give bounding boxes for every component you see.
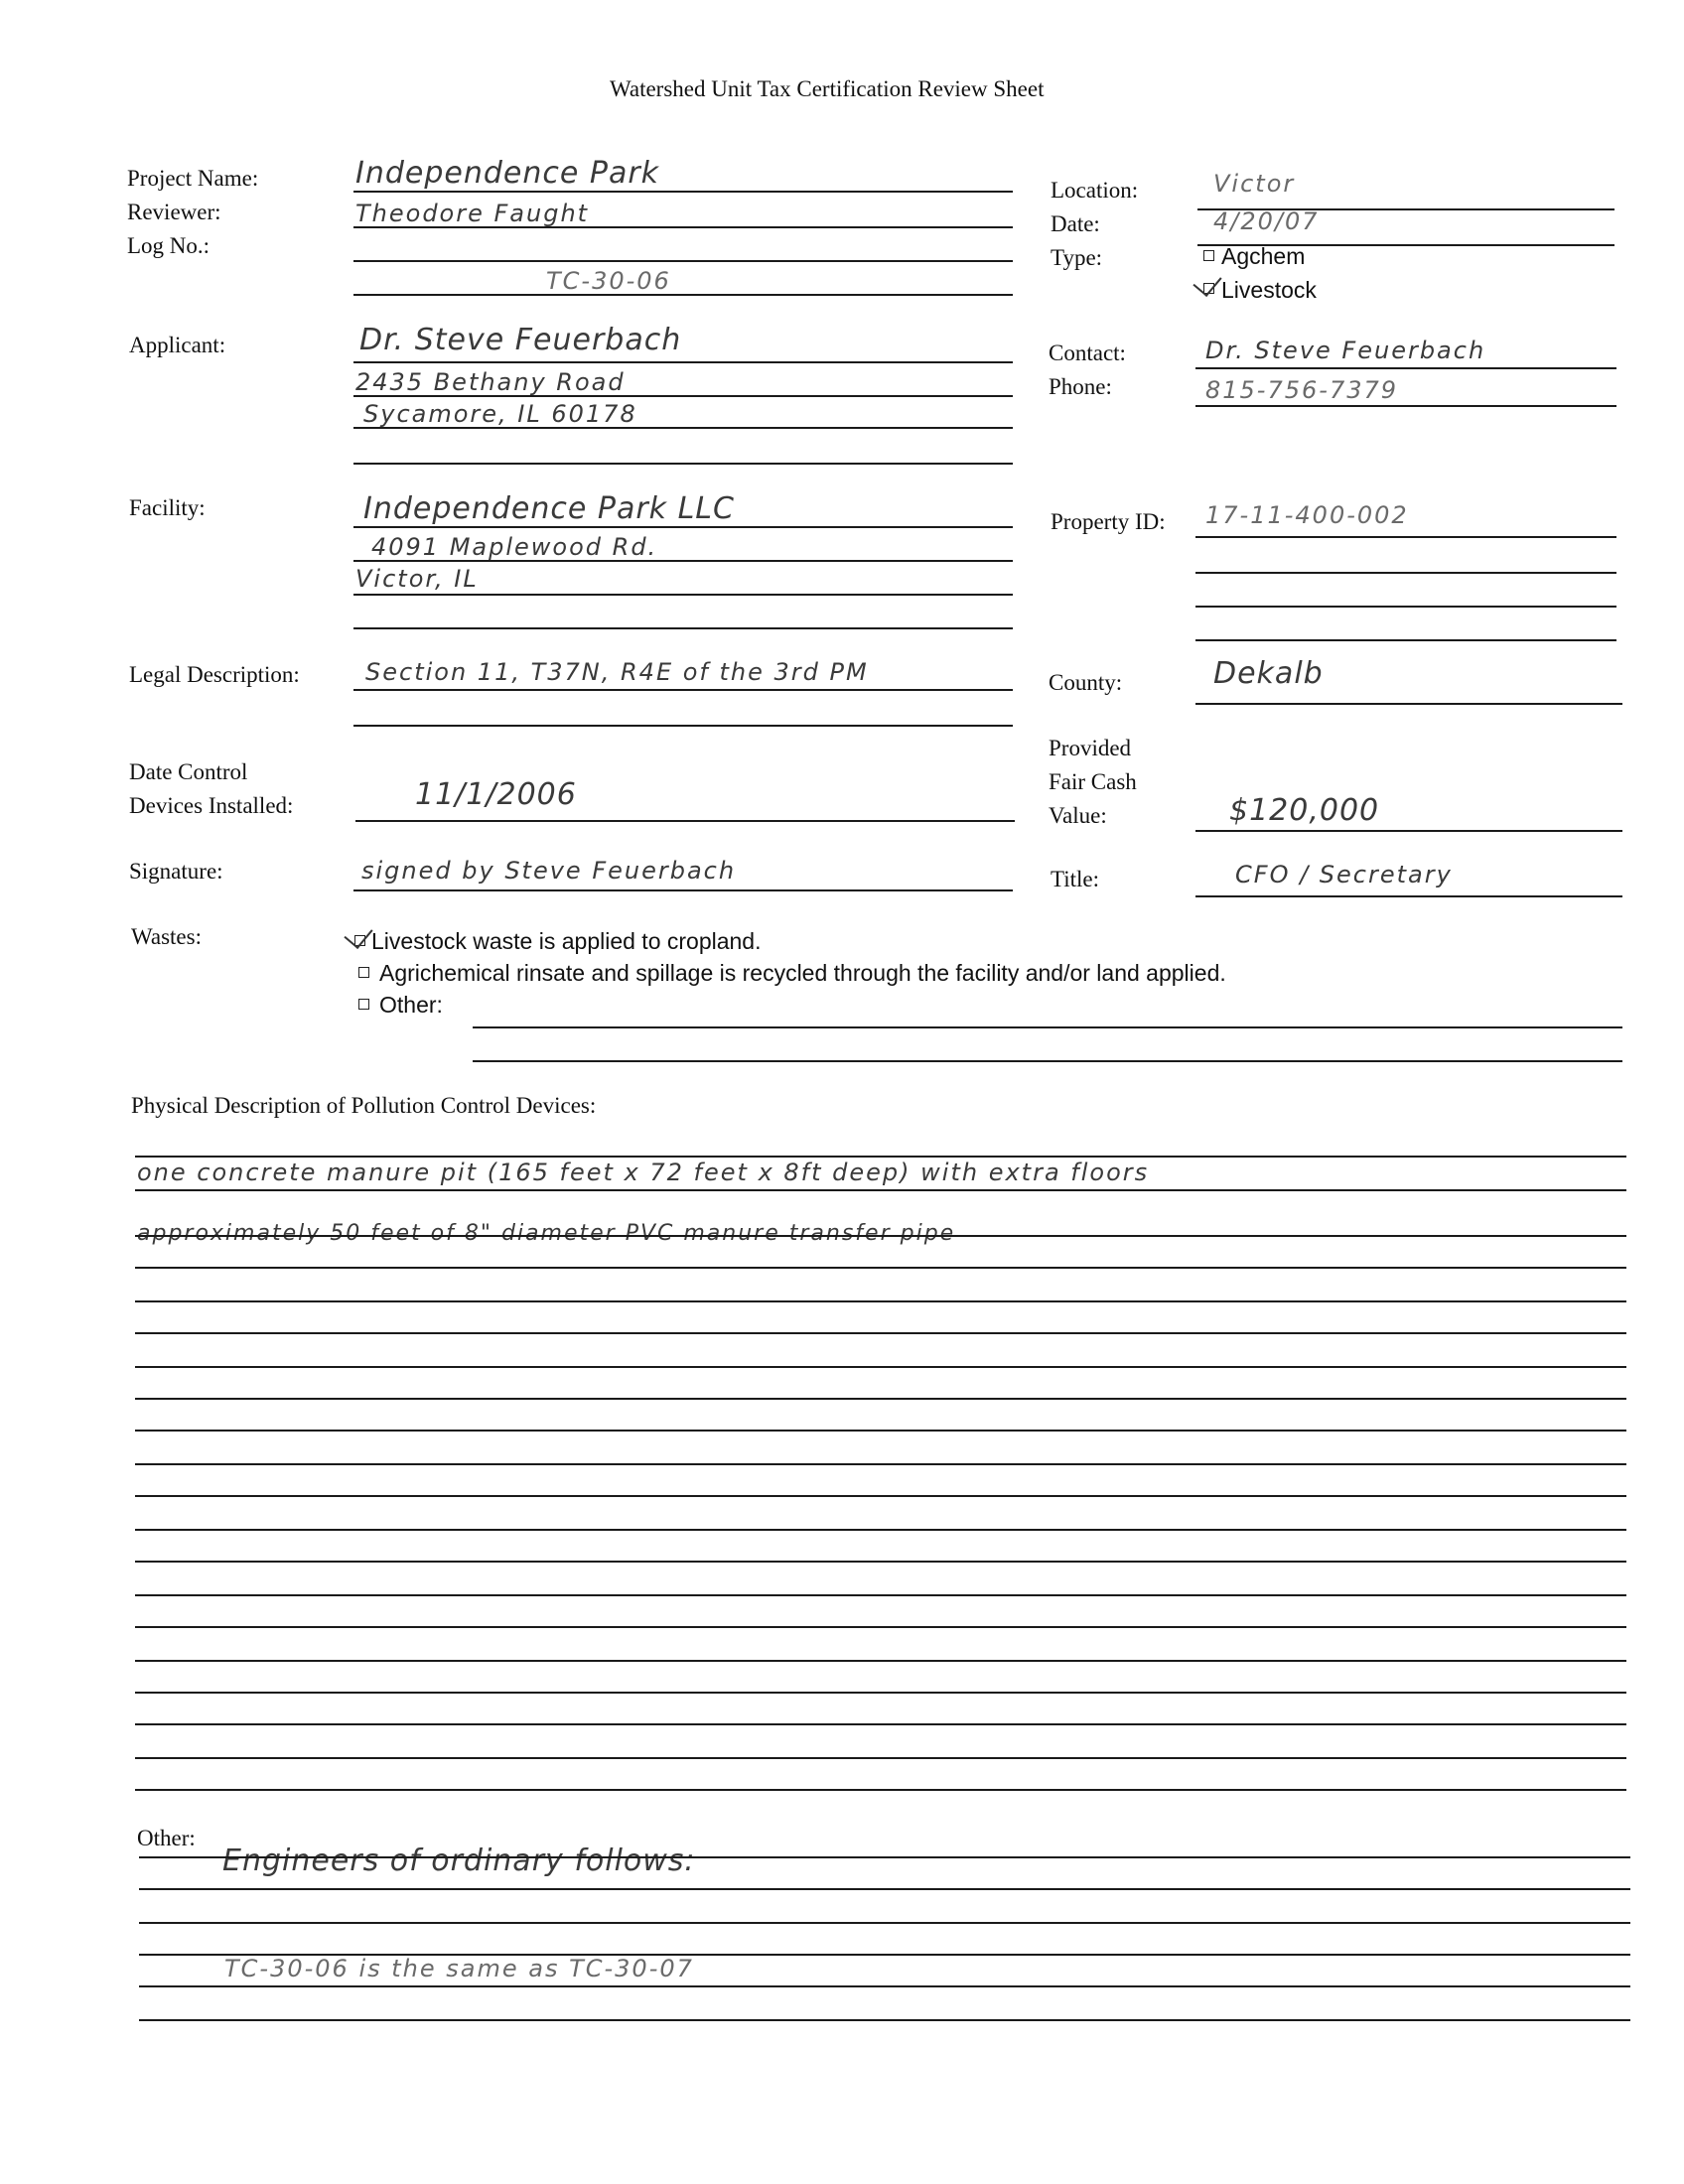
project-name-label: Project Name:: [127, 166, 259, 191]
title-value: CFO / Secretary: [1235, 861, 1453, 888]
physical-description-label: Physical Description of Pollution Control Devices:: [131, 1093, 597, 1118]
legal-description-line-2: [353, 725, 1013, 727]
agchem-label: Agchem: [1221, 243, 1306, 269]
other-line-1: [139, 1856, 1630, 1858]
date-control-label-2: Devices Installed:: [129, 793, 294, 818]
physical-line-1-value: one concrete manure pit (165 feet x 72 feet x 8ft deep) with extra floors: [137, 1159, 1150, 1186]
contact-value: Dr. Steve Feuerbach: [1205, 337, 1486, 364]
project-name-line: [353, 191, 1013, 193]
page-title: Watershed Unit Tax Certification Review Sheet: [610, 76, 1045, 101]
agchem-checkbox[interactable]: [1203, 250, 1214, 261]
location-label: Location:: [1051, 178, 1139, 203]
location-value: Victor: [1213, 170, 1296, 198]
signature-value: signed by Steve Feuerbach: [361, 857, 737, 885]
physical-line-15: [135, 1626, 1626, 1628]
county-value: Dekalb: [1213, 656, 1324, 691]
county-label: County:: [1049, 670, 1123, 695]
phone-label: Phone:: [1049, 374, 1112, 399]
agrichemical-label: Agrichemical rinsate and spillage is recycled through the facility and/or land applied.: [379, 960, 1226, 986]
fair-cash-value: $120,000: [1229, 793, 1380, 828]
other-waste-line-1: [473, 1026, 1622, 1028]
log-no-line-1: [353, 260, 1013, 262]
date-installed-line: [355, 820, 1015, 822]
physical-line-14: [135, 1594, 1626, 1596]
property-id-value: 17-11-400-002: [1205, 501, 1409, 529]
title-label: Title:: [1051, 867, 1100, 891]
physical-line-17: [135, 1692, 1626, 1694]
date-label: Date:: [1051, 211, 1100, 236]
log-no-line-2: [353, 294, 1013, 296]
physical-line-6: [135, 1332, 1626, 1334]
other-line-2-value: TC-30-06 is the same as TC-30-07: [224, 1955, 694, 1982]
other-section-label: Other:: [137, 1826, 196, 1850]
physical-line-20: [135, 1789, 1626, 1791]
physical-line-2-value: approximately 50 feet of 8" diameter PVC manure transfer pipe: [137, 1221, 956, 1246]
other-line-3: [139, 1922, 1630, 1924]
livestock-waste-label: Livestock waste is applied to cropland.: [371, 928, 762, 954]
physical-line-7: [135, 1366, 1626, 1368]
livestock-waste-checkbox[interactable]: [354, 935, 365, 946]
signature-label: Signature:: [129, 859, 223, 884]
applicant-line-2-value: 2435 Bethany Road: [355, 368, 626, 396]
applicant-line-1-value: Dr. Steve Feuerbach: [359, 323, 682, 357]
other-line-5: [139, 1985, 1630, 1987]
other-line-2: [139, 1888, 1630, 1890]
physical-line-19: [135, 1757, 1626, 1759]
legal-description-line-1: [353, 689, 1013, 691]
log-no-label: Log No.:: [127, 233, 210, 258]
physical-line-11: [135, 1495, 1626, 1497]
fair-cash-line: [1195, 830, 1622, 832]
log-no-value: TC-30-06: [546, 267, 671, 295]
other-waste-checkbox[interactable]: [358, 999, 369, 1010]
facility-line-4: [353, 627, 1013, 629]
physical-line-10: [135, 1463, 1626, 1465]
facility-line-3-value: Victor, IL: [355, 565, 479, 593]
physical-line-12: [135, 1529, 1626, 1531]
property-id-line-2: [1195, 572, 1616, 574]
title-line: [1195, 895, 1622, 897]
legal-description-value: Section 11, T37N, R4E of the 3rd PM: [365, 658, 869, 686]
physical-line-9: [135, 1430, 1626, 1432]
phone-line: [1195, 405, 1616, 407]
legal-description-label: Legal Description:: [129, 662, 300, 687]
facility-line-3: [353, 594, 1013, 596]
signature-line: [353, 889, 1013, 891]
date-value: 4/20/07: [1213, 207, 1320, 235]
facility-line-1-value: Independence Park LLC: [363, 491, 735, 526]
facility-line-2-value: 4091 Maplewood Rd.: [371, 533, 658, 561]
property-id-line-1: [1195, 536, 1616, 538]
other-line-1-value: Engineers of ordinary follows:: [222, 1843, 696, 1878]
applicant-label: Applicant:: [129, 333, 226, 357]
type-label: Type:: [1051, 245, 1103, 270]
livestock-label: Livestock: [1221, 277, 1317, 303]
contact-line: [1195, 367, 1616, 369]
other-waste-line-2: [473, 1060, 1622, 1062]
date-control-label-1: Date Control: [129, 759, 248, 784]
facility-label: Facility:: [129, 495, 206, 520]
other-waste-label: Other:: [379, 992, 443, 1018]
physical-line-2: [135, 1189, 1626, 1191]
reviewer-value: Theodore Faught: [355, 200, 590, 227]
other-line-6: [139, 2019, 1630, 2021]
physical-line-18: [135, 1723, 1626, 1725]
reviewer-label: Reviewer:: [127, 200, 221, 224]
county-line: [1195, 703, 1622, 705]
livestock-checkbox[interactable]: [1203, 283, 1214, 294]
applicant-line-1: [353, 361, 1013, 363]
applicant-line-3-value: Sycamore, IL 60178: [363, 400, 637, 428]
phone-value: 815-756-7379: [1205, 376, 1399, 404]
physical-line-5: [135, 1300, 1626, 1302]
applicant-line-4: [353, 463, 1013, 465]
property-id-line-3: [1195, 606, 1616, 608]
facility-line-1: [353, 526, 1013, 528]
property-id-label: Property ID:: [1051, 509, 1166, 534]
physical-line-4: [135, 1267, 1626, 1269]
date-installed-value: 11/1/2006: [415, 777, 577, 812]
provided-label-3: Value:: [1049, 803, 1107, 828]
physical-line-3: [135, 1235, 1626, 1237]
reviewer-line: [353, 226, 1013, 228]
physical-line-13: [135, 1561, 1626, 1563]
project-name-value: Independence Park: [355, 156, 660, 191]
wastes-label: Wastes:: [131, 924, 202, 949]
applicant-line-3: [353, 427, 1013, 429]
provided-label-2: Fair Cash: [1049, 769, 1137, 794]
physical-line-16: [135, 1660, 1626, 1662]
contact-label: Contact:: [1049, 341, 1126, 365]
physical-line-8: [135, 1398, 1626, 1400]
agrichemical-checkbox[interactable]: [358, 967, 369, 978]
property-id-line-4: [1195, 639, 1616, 641]
provided-label-1: Provided: [1049, 736, 1132, 760]
